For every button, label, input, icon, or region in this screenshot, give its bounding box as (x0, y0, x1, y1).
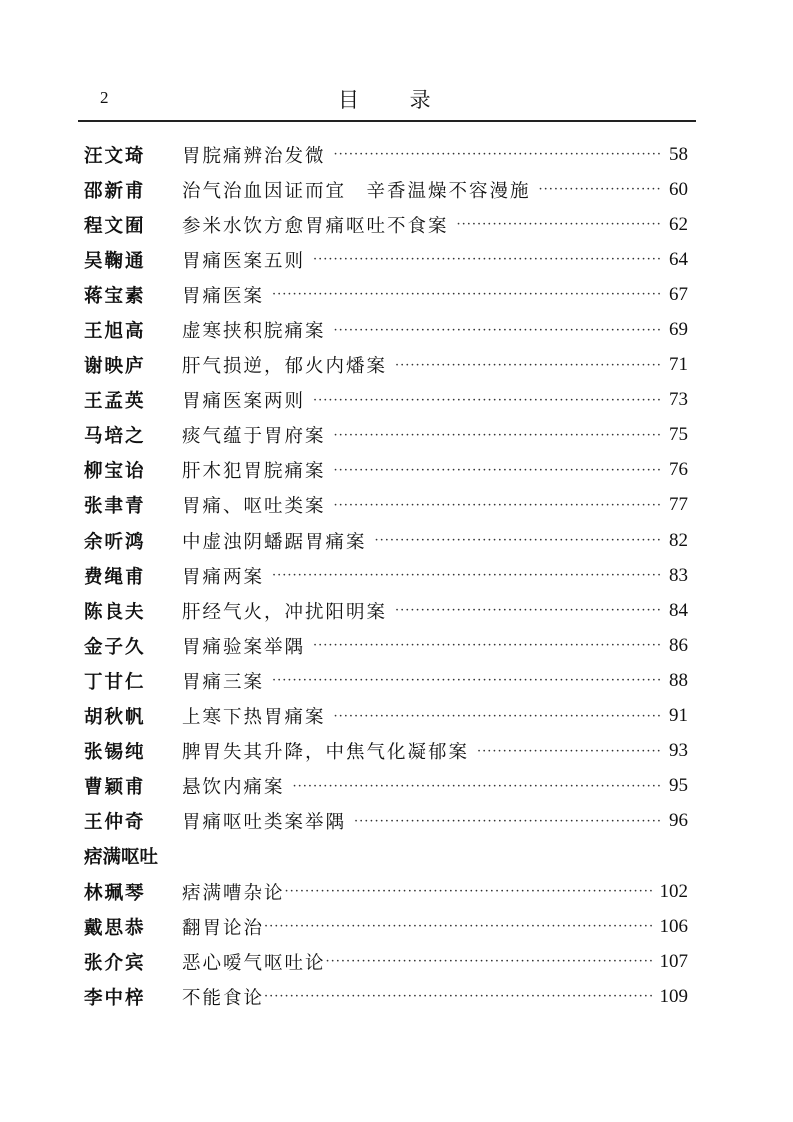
toc-title: 胃痛两案 (182, 566, 265, 588)
toc-leader-dots (395, 358, 661, 373)
page-title: 目 录 (338, 88, 453, 112)
toc-title: 上寒下热胃痛案 (182, 707, 326, 729)
toc-leader-dots (264, 989, 651, 1004)
toc-title: 中虚浊阴蟠踞胃痛案 (182, 531, 367, 553)
toc-title: 胃痛验案举隅 (182, 636, 306, 658)
toc-leader-dots (539, 182, 661, 197)
toc-author: 王孟英 (84, 391, 146, 413)
toc-leader-dots (375, 533, 661, 548)
toc-title: 不能食论 (182, 987, 265, 1009)
toc-title: 悬饮内痛案 (182, 777, 285, 799)
toc-leader-dots (334, 147, 661, 162)
toc-page-number: 60 (669, 178, 688, 200)
toc-title: 胃痛三案 (182, 671, 265, 693)
toc-leader-dots (334, 498, 661, 513)
toc-page-number: 86 (669, 634, 688, 656)
toc-title: 治气治血因证而宜 辛香温燥不容漫施 (182, 180, 531, 202)
toc-entry (84, 628, 688, 663)
toc-title: 胃痛医案 (182, 285, 265, 307)
toc-entry (84, 663, 688, 698)
toc-page-number: 84 (669, 599, 688, 621)
toc-leader-dots (457, 217, 661, 232)
toc-entry (84, 383, 688, 418)
toc-title: 肝经气火，冲扰阳明案 (182, 601, 388, 623)
toc-entry (84, 137, 688, 172)
toc-page-number: 109 (659, 985, 688, 1007)
toc-author: 程文囿 (84, 215, 146, 237)
toc-page-number: 67 (669, 283, 688, 305)
toc-title: 恶心嗳气呕吐论 (182, 952, 326, 974)
toc-author: 吴鞠通 (84, 250, 146, 272)
toc-leader-dots (354, 814, 661, 829)
toc-entry (84, 453, 688, 488)
toc-author: 曹颖甫 (84, 777, 146, 799)
toc-entry (84, 769, 688, 804)
toc-title: 脾胃失其升降，中焦气化凝郁案 (182, 742, 470, 764)
toc-page-number: 83 (669, 564, 688, 586)
toc-author: 费绳甫 (84, 566, 146, 588)
toc-page-number: 77 (669, 494, 688, 516)
toc-entry (84, 944, 688, 979)
toc-leader-dots (293, 779, 661, 794)
toc-author: 余听鸿 (84, 531, 146, 553)
toc-title: 翻胃论治 (182, 917, 265, 939)
toc-page-number: 107 (659, 950, 688, 972)
toc-entry (84, 312, 688, 347)
toc-leader-dots (334, 709, 661, 724)
toc-leader-dots (313, 393, 661, 408)
toc-entry (84, 909, 688, 944)
toc-page-number: 64 (669, 248, 688, 270)
page-number: 2 (100, 88, 109, 107)
toc-page-number: 76 (669, 459, 688, 481)
toc-entry (84, 874, 688, 909)
toc-leader-dots (272, 673, 661, 688)
toc-author: 张聿青 (84, 496, 146, 518)
toc-page-number: 73 (669, 389, 688, 411)
toc-page-number: 102 (659, 880, 688, 902)
toc-author: 马培之 (84, 426, 146, 448)
toc-author: 蒋宝素 (84, 285, 146, 307)
toc-page-number: 82 (669, 529, 688, 551)
toc-leader-dots (285, 884, 652, 899)
toc-title: 胃痛医案五则 (182, 250, 306, 272)
toc-title: 参米水饮方愈胃痛呕吐不食案 (182, 215, 449, 237)
toc-leader-dots (313, 638, 661, 653)
toc-title: 肝气损逆，郁火内燔案 (182, 356, 388, 378)
toc-author: 金子久 (84, 636, 146, 658)
toc-leader-dots (395, 603, 661, 618)
toc-leader-dots (334, 463, 661, 478)
toc-page-number: 96 (669, 810, 688, 832)
toc-page-number: 91 (669, 705, 688, 727)
toc-page-number: 95 (669, 775, 688, 797)
toc-author: 林珮琴 (84, 882, 146, 904)
toc-page-number: 62 (669, 213, 688, 235)
toc-author: 戴思恭 (84, 917, 146, 939)
toc-author: 李中梓 (84, 987, 146, 1009)
toc-page-number: 106 (659, 915, 688, 937)
toc-author: 王旭高 (84, 321, 146, 343)
toc-entry (84, 488, 688, 523)
toc-author: 邵新甫 (84, 180, 146, 202)
toc-page-number: 58 (669, 143, 688, 165)
toc-entry (84, 242, 688, 277)
toc-leader-dots (326, 954, 652, 969)
toc-author: 王仲奇 (84, 812, 146, 834)
table-of-contents (84, 137, 688, 1014)
toc-title: 胃脘痛辨治发微 (182, 145, 326, 167)
toc-entry (84, 699, 688, 734)
toc-entry (84, 277, 688, 312)
toc-entry (84, 418, 688, 453)
toc-page-number: 88 (669, 669, 688, 691)
toc-leader-dots (264, 919, 651, 934)
toc-author: 柳宝诒 (84, 461, 146, 483)
toc-title: 胃痛医案两则 (182, 391, 306, 413)
toc-entry (84, 523, 688, 558)
toc-title: 胃痛、呕吐类案 (182, 496, 326, 518)
toc-author: 丁甘仁 (84, 671, 146, 693)
toc-title: 痞满嘈杂论 (182, 882, 285, 904)
toc-title: 胃痛呕吐类案举隅 (182, 812, 347, 834)
toc-entry (84, 207, 688, 242)
toc-entry (84, 979, 688, 1014)
toc-entry (84, 734, 688, 769)
toc-title: 肝木犯胃脘痛案 (182, 461, 326, 483)
toc-entry (84, 558, 688, 593)
toc-title: 痰气蕴于胃府案 (182, 426, 326, 448)
toc-author: 张介宾 (84, 952, 146, 974)
toc-entry (84, 348, 688, 383)
toc-author: 汪文琦 (84, 145, 146, 167)
toc-author: 张锡纯 (84, 742, 146, 764)
section-heading: 痞满呕吐 (84, 847, 159, 869)
toc-entry (84, 172, 688, 207)
toc-title: 虚寒挟积脘痛案 (182, 321, 326, 343)
toc-leader-dots (272, 568, 661, 583)
toc-author: 陈良夫 (84, 601, 146, 623)
toc-page-number: 69 (669, 319, 688, 341)
toc-entry (84, 804, 688, 839)
toc-page-number: 75 (669, 424, 688, 446)
toc-entry (84, 593, 688, 628)
page-header (78, 80, 698, 116)
toc-leader-dots (477, 744, 661, 759)
toc-leader-dots (272, 287, 661, 302)
toc-author: 谢映庐 (84, 356, 146, 378)
toc-page-number: 71 (669, 354, 688, 376)
header-divider (78, 120, 696, 122)
toc-leader-dots (313, 252, 661, 267)
toc-author: 胡秋帆 (84, 707, 146, 729)
toc-leader-dots (334, 428, 661, 443)
toc-page-number: 93 (669, 740, 688, 762)
toc-leader-dots (334, 323, 661, 338)
